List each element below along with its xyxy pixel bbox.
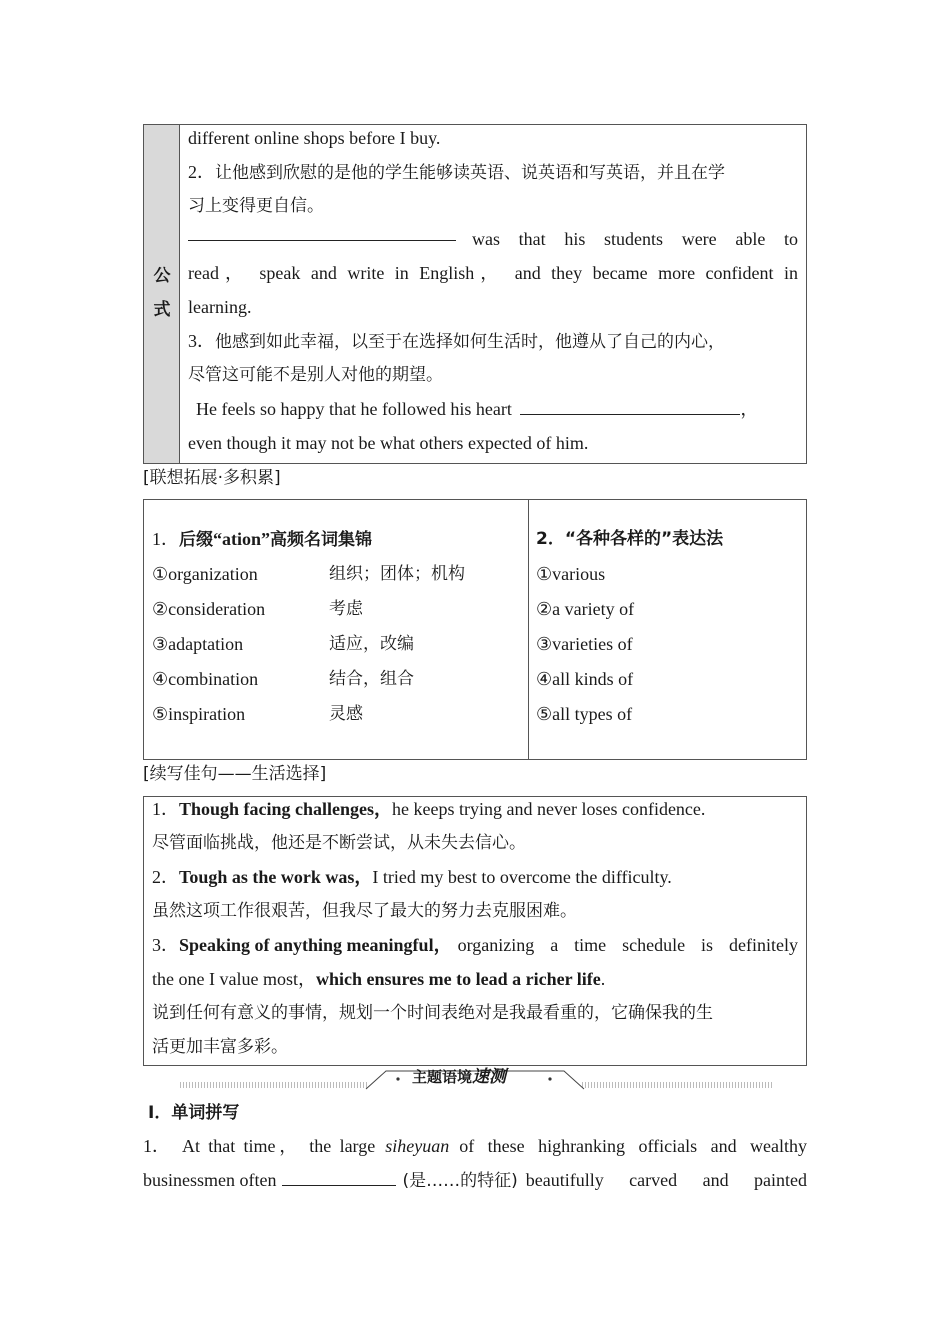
vocab-right-item: ②a variety of <box>536 599 635 619</box>
banner-title <box>412 1066 506 1088</box>
item3-answer-blank[interactable] <box>520 396 740 415</box>
item3-english-line-a: He feels so happy that he followed his heart <box>196 399 512 419</box>
sentence-3-bold: Speaking of anything meaningful， <box>179 935 452 955</box>
q1-italic: siheyuan <box>385 1136 450 1156</box>
item3-comma: ， <box>740 399 759 419</box>
vocab-left-title-a: 后缀 <box>179 530 213 550</box>
sentence-3-number: 3． <box>152 935 179 955</box>
sentence-1-number: 1． <box>152 799 179 819</box>
vocab-table-divider <box>528 500 529 759</box>
vocab-left-item-en: ⑤inspiration <box>152 704 246 724</box>
vocab-left-item-cn: 结合，组合 <box>329 669 414 689</box>
formula-line-1: different online shops before I buy. <box>188 128 441 148</box>
formula-item3-en-b: even though it may not be what others expected of him. <box>188 433 589 453</box>
section-heading-lianxiang: [联想拓展·多积累] <box>143 468 281 488</box>
formula-item3-en-a <box>196 392 758 426</box>
sentence-1-bold: Though facing challenges， <box>179 799 393 819</box>
formula-label-column <box>144 125 180 463</box>
sentence-1-rest: he keeps trying and never loses confidence. <box>392 799 706 819</box>
vocab-right-item: ④all kinds of <box>536 669 634 689</box>
formula-label-char-2: 式 <box>153 300 171 320</box>
exercise-heading: Ⅰ．单词拼写 <box>148 1103 240 1123</box>
vocab-left-title-number: 1． <box>152 529 179 549</box>
banner-left-rule <box>180 1082 368 1088</box>
formula-label-char-1: 公 <box>153 266 171 286</box>
formula-item2-en-b: read， speak and write in English， and they became more confident in <box>188 263 798 283</box>
formula-item2-cn-b: 习上变得更自信。 <box>188 196 324 216</box>
exercise-q1-line-2 <box>143 1163 807 1198</box>
sentence-3-line-2-a: the one I value most， <box>152 969 316 989</box>
sentence-3-line-2 <box>152 962 605 996</box>
q1-text-a: At that time， the large <box>182 1136 376 1156</box>
sentence-2-bold: Tough as the work was， <box>179 867 373 887</box>
q1-hint: (是……的特征) <box>402 1171 518 1191</box>
sentence-3-chinese-a: 说到任何有意义的事情，规划一个时间表绝对是我最看重的，它确保我的生 <box>152 1003 713 1023</box>
item3-chinese-line-a: 他感到如此幸福，以至于在选择如何生活时，他遵从了自己的内心， <box>215 332 725 352</box>
formula-item2-en-c: learning. <box>188 297 252 317</box>
vocab-left-title-suffix: “ation” <box>213 529 271 549</box>
sentence-3-chinese-b: 活更加丰富多彩。 <box>152 1037 288 1057</box>
sentence-2-rest: I tried my best to overcome the difficulty. <box>372 867 672 887</box>
vocab-left-item-en: ④combination <box>152 669 259 689</box>
banner-title-emph: 速测 <box>472 1067 507 1087</box>
vocab-right-item: ③varieties of <box>536 634 633 654</box>
item2-answer-blank[interactable] <box>188 222 456 241</box>
q1-line-2-a: businessmen often <box>143 1170 277 1190</box>
sentence-3 <box>152 928 798 962</box>
q1-text-b: of these highranking officials and wealthy <box>459 1136 807 1156</box>
item2-number: 2． <box>188 162 215 182</box>
item2-english-line-a: was that his students were able to <box>472 229 798 249</box>
sentence-2-number: 2． <box>152 867 179 887</box>
section-heading-xuxie: [续写佳句——生活选择] <box>143 764 327 784</box>
sentence-2-chinese: 虽然这项工作很艰苦，但我尽了最大的努力去克服困难。 <box>152 901 577 921</box>
q1-answer-blank[interactable] <box>282 1167 396 1186</box>
item3-number: 3． <box>188 331 215 351</box>
vocab-right-item: ①various <box>536 564 606 584</box>
sentence-3-line-2-end: . <box>600 969 606 989</box>
vocab-left-title <box>152 522 372 557</box>
sentence-3-line-2-bold: which ensures me to lead a richer life <box>315 969 601 989</box>
sentence-3-rest: organizing a time schedule is definitely <box>457 935 798 955</box>
q1-line-2-b: beautifully carved and painted <box>525 1170 807 1190</box>
vocab-left-item-cn: 考虑 <box>329 599 363 619</box>
sentence-1 <box>152 792 705 826</box>
vocab-left-item-cn: 灵感 <box>329 704 363 724</box>
vocab-left-item-cn: 组织；团体；机构 <box>329 564 465 584</box>
banner-title-text: 主题语境 <box>412 1068 473 1086</box>
vocab-left-item-en: ①organization <box>152 564 258 584</box>
sentence-1-chinese: 尽管面临挑战，他还是不断尝试，从未失去信心。 <box>152 833 526 853</box>
formula-item2-cn-a <box>188 155 725 190</box>
vocab-left-title-b: 高频名词集锦 <box>270 530 373 550</box>
vocab-left-item-en: ②consideration <box>152 599 266 619</box>
vocab-right-item: ⑤all types of <box>536 704 633 724</box>
vocab-right-title: 2．“各种各样的”表达法 <box>536 529 724 549</box>
vocab-left-item-cn: 适应，改编 <box>329 634 414 654</box>
q1-number: 1． <box>143 1136 170 1156</box>
formula-item3-cn-a <box>188 324 725 359</box>
banner-right-rule <box>582 1082 772 1088</box>
item2-chinese-line-a: 让他感到欣慰的是他的学生能够读英语、说英语和写英语，并且在学 <box>215 163 725 183</box>
sentence-2 <box>152 860 672 894</box>
vocab-left-item-en: ③adaptation <box>152 634 244 654</box>
formula-item2-en-a <box>188 222 798 256</box>
formula-item3-cn-b: 尽管这可能不是别人对他的期望。 <box>188 365 443 385</box>
exercise-q1-line-1 <box>143 1129 807 1163</box>
